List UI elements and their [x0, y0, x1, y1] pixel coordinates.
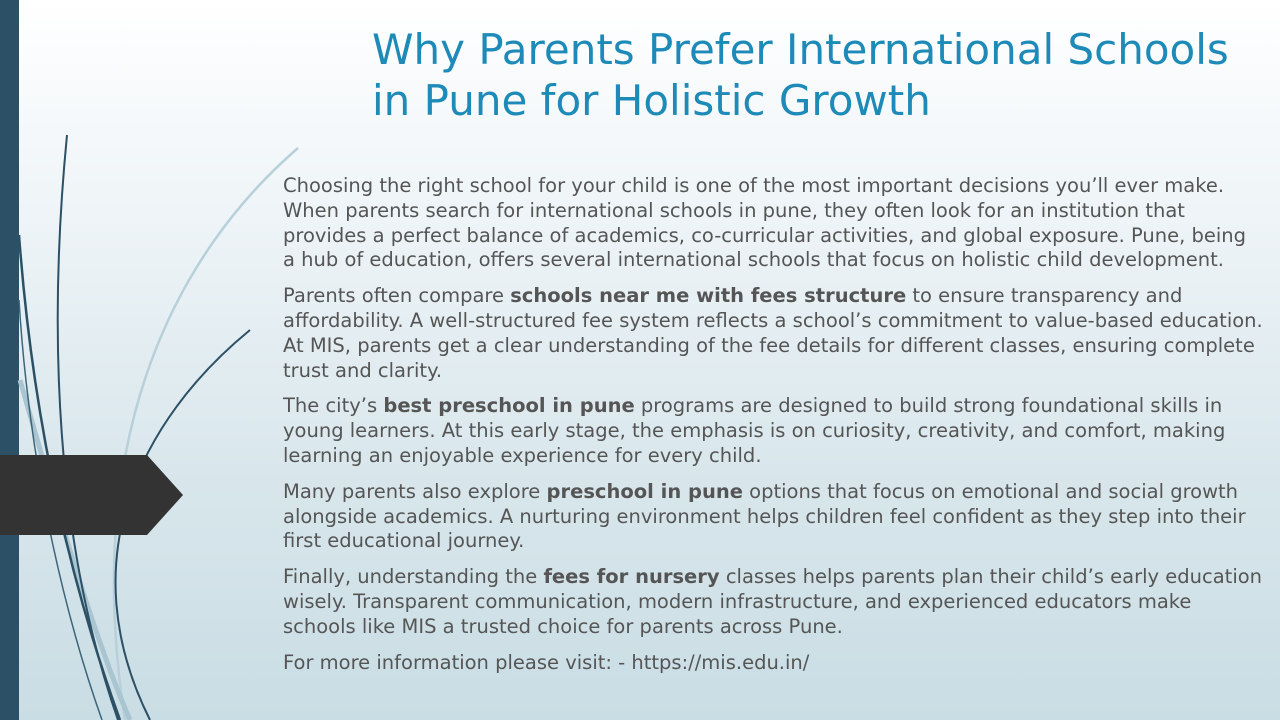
paragraph-nursery-fees [283, 565, 1263, 639]
paragraph-preschool [283, 480, 1263, 554]
paragraph-text-end: programs are designed to build strong foundational skills in young learners. At this early stage, the emphasis is on curiosity, creativity, and comfort, making learning an enjoyable experience for every child. [283, 394, 1226, 467]
paragraph-text-end: options that focus on emotional and social growth alongside academics. A nurturing environment helps children feel confident as they step into their first educational journey. [283, 479, 1246, 553]
paragraph-more-info: For more information please visit: - https://mis.edu.in/ [283, 650, 810, 674]
paragraph-text-start: Parents often compare [283, 284, 511, 308]
paragraph-intro: Choosing the right school for your child is one of the most important decisions you’ll ever make. When parents search for international schools in pune, they often look for an institution that provides a perfect balance of academics, co-curricular activities, and global exposure. Pune, being a hub of education, offers several international schools that focus on holistic child development. [283, 174, 1247, 272]
arrow-tab-shape [0, 455, 183, 535]
paragraph-text-start: Many parents also explore [283, 479, 547, 503]
paragraph-text-end: to ensure transparency and affordability. A well-structured fee system reflects a school’s commitment to value-based education. At MIS, parents get a clear understanding of the fee details for different classes, ensuring complete trust and clarity. [283, 284, 1263, 382]
slide-body [283, 174, 1263, 686]
curve-dark-tall [58, 135, 118, 720]
paragraph-fees-structure [283, 284, 1263, 383]
decorative-curves [0, 0, 320, 720]
paragraph-text-end: classes helps parents plan their child’s early education wisely. Transparent communication, modern infrastructure, and experienced educators make schools like MIS a trusted choice for parents across Pune. [283, 565, 1263, 638]
curve-light-large [114, 148, 298, 720]
bold-keyword-preschool: preschool in pune [546, 479, 743, 503]
paragraph-best-preschool [283, 394, 1263, 468]
bold-keyword-fees-structure: schools near me with fees structure [510, 284, 907, 308]
paragraph-text-start: The city’s [283, 394, 384, 418]
slide-title: Why Parents Prefer International Schools in Pune for Holistic Growth [372, 25, 1229, 125]
paragraph-text-start: Finally, understanding the [283, 565, 544, 589]
bold-keyword-best-preschool: best preschool in pune [383, 394, 635, 418]
bold-keyword-nursery-fees: fees for nursery [543, 565, 720, 589]
